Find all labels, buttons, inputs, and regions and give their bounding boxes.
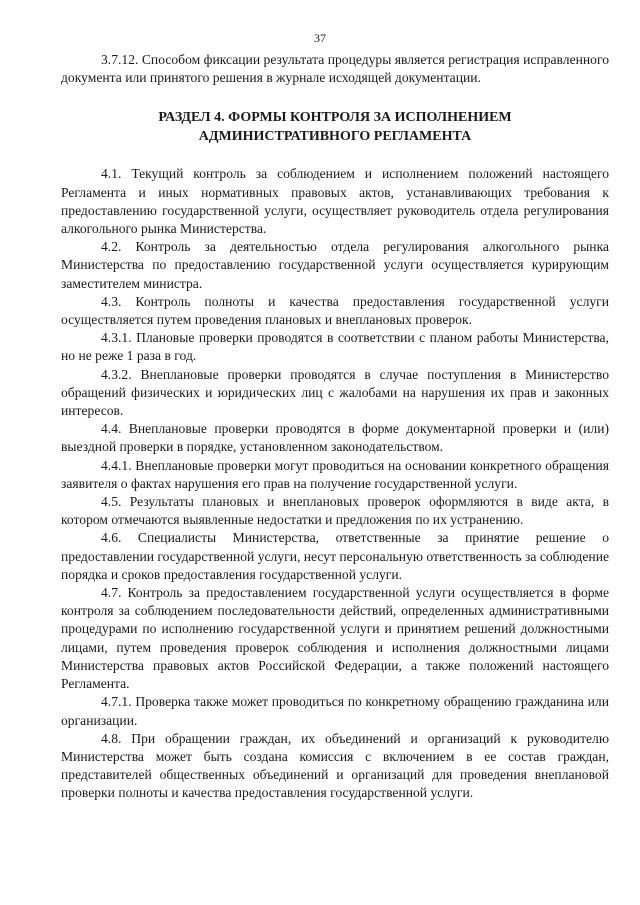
paragraph-4-3: 4.3. Контроль полноты и качества предоставления государственной услуги осуществляется путем проведения плановых и внеплановых проверок. [61, 293, 609, 328]
section-title-line-1: РАЗДЕЛ 4. ФОРМЫ КОНТРОЛЯ ЗА ИСПОЛНЕНИЕМ [158, 110, 512, 126]
paragraph-4-6: 4.6. Специалисты Министерства, ответственные за принятие решение о предоставлении государственной услуги, несут персональную ответственность за соблюдение порядка и сроков предоставления государственной услуги. [61, 530, 610, 582]
paragraph-4-1: 4.1. Текущий контроль за соблюдением и исполнением положений настоящего Регламента и иных нормативных правовых актов, устанавливающих требования к предоставлению государственной услуги, осуществляет руководитель отдела регулирования алкогольного рынка Министерства. [61, 166, 609, 237]
paragraph-4-4-1: 4.4.1. Внеплановые проверки могут проводиться на основании конкретного обращения заявителя о фактах нарушения его прав на получение государственной услуги. [61, 457, 609, 491]
paragraph-4-7: 4.7. Контроль за предоставлением государственной услуги осуществляется в форме контроля за соблюдением последовательности действий, определенных административными процедурами по исполнению государственной услуги и принятием решений должностными лицами, путем проведения проверок соблюдения и исполнения должностными лицами Министерства правовых актов Российской Федерации, а также положений настоящего Регламента. [61, 585, 609, 692]
paragraph-4-3-1: 4.3.1. Плановые проверки проводятся в соответствии с планом работы Министерства, но не реже 1 раза в год. [61, 330, 609, 364]
paragraph-4-3-2: 4.3.2. Внеплановые проверки проводятся в случае поступления в Министерство обращений физических и юридических лиц с жалобами на нарушения их прав и законных интересов. [61, 366, 609, 419]
paragraph-4-2: 4.2. Контроль за деятельностью отдела регулирования алкогольного рынка Министерства по предоставлению государственной услуги осуществляется курирующим заместителем министра. [61, 239, 609, 291]
section-title [61, 109, 609, 146]
intro-paragraph: 3.7.12. Способом фиксации результата процедуры является регистрация исправленного документа или принятого решения в журнале исходящей документации. [61, 52, 609, 86]
paragraph-4-4: 4.4. Внеплановые проверки проводятся в форме документарной проверки и (или) выездной проверки в порядке, установленном законодательством. [61, 421, 609, 455]
paragraph-4-5: 4.5. Результаты плановых и внеплановых проверок оформляются в виде акта, в котором отмечаются выявленные недостатки и предложения по их устранению. [61, 494, 609, 528]
paragraph-4-8: 4.8. При обращении граждан, их объединений и организаций к руководителю Министерства может быть создана комиссия с включением в ее состав граждан, представителей общественных объединений и организаций для проведения внеплановой проверки полноты и качества предоставления государственной услуги. [61, 730, 609, 801]
section-title-line-2: АДМИНИСТРАТИВНОГО РЕГЛАМЕНТА [198, 128, 472, 144]
page-content [61, 51, 609, 803]
paragraph-4-7-1: 4.7.1. Проверка также может проводиться по конкретному обращению гражданина или организации. [61, 694, 609, 728]
page-number: 37 [314, 31, 326, 45]
